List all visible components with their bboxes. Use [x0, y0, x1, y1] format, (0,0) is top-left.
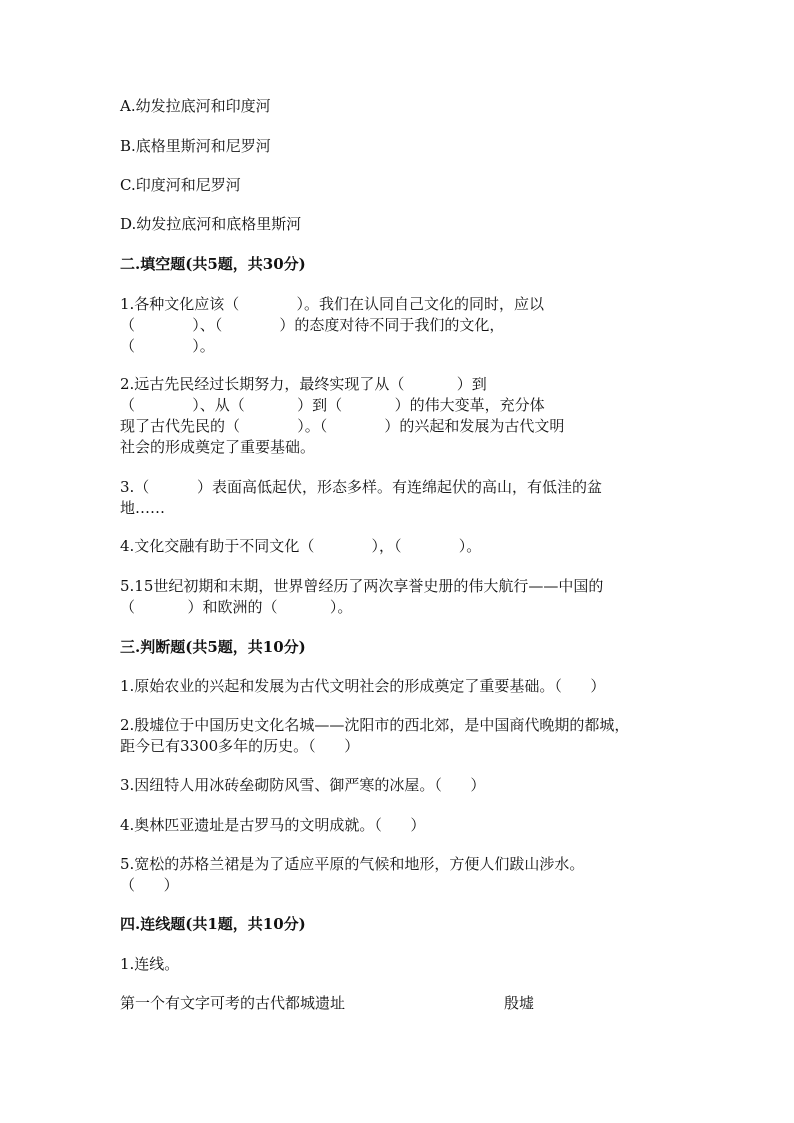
- option-b: B.底格里斯河和尼罗河: [120, 137, 271, 155]
- match-row: [120, 993, 680, 1013]
- fill-q2-line3: 现了古代先民的（ ）。（ ）的兴起和发展为古代文明: [120, 417, 565, 435]
- fill-q2-line4: 社会的形成奠定了重要基础。: [120, 438, 316, 456]
- fill-q3-line2: 地……: [120, 499, 166, 517]
- judge-q5-line2: （ ）: [120, 876, 179, 894]
- match-right-item: 殷墟: [504, 994, 535, 1012]
- section-title-fill-in: 二.填空题(共5题，共30分): [120, 255, 306, 273]
- fill-q2-line1: 2.远古先民经过长期努力，最终实现了从（ ）到: [120, 375, 487, 393]
- fill-q5-line2: （ ）和欧洲的（ ）。: [120, 598, 353, 616]
- fill-q5-line1: 5.15世纪初期和末期，世界曾经历了两次享誉史册的伟大航行——中国的: [120, 577, 604, 595]
- match-q1: 1.连线。: [120, 955, 180, 973]
- option-a: A.幼发拉底河和印度河: [120, 97, 271, 115]
- judge-q2-line2: 距今已有3300多年的历史。（ ）: [120, 737, 360, 755]
- fill-q1-line2: （ ）、（ ）的态度对待不同于我们的文化，: [120, 316, 505, 334]
- section-title-true-false: 三.判断题(共5题，共10分): [120, 638, 306, 656]
- judge-q5-line1: 5.宽松的苏格兰裙是为了适应平原的气候和地形，方便人们跋山涉水。: [120, 855, 585, 873]
- fill-q2-line2: （ ）、从（ ）到（ ）的伟大变革，充分体: [120, 396, 545, 414]
- section-title-matching: 四.连线题(共1题，共10分): [120, 915, 306, 933]
- judge-q1: 1.原始农业的兴起和发展为古代文明社会的形成奠定了重要基础。（ ）: [120, 677, 606, 695]
- fill-q3-line1: 3.（ ）表面高低起伏，形态多样。有连绵起伏的高山，有低洼的盆: [120, 478, 602, 496]
- fill-q1-line1: 1.各种文化应该（ ）。我们在认同自己文化的同时，应以: [120, 295, 545, 313]
- option-d: D.幼发拉底河和底格里斯河: [120, 215, 302, 233]
- judge-q4: 4.奥林匹亚遗址是古罗马的文明成就。（ ）: [120, 816, 426, 834]
- judge-q2-line1: 2.殷墟位于中国历史文化名城——沈阳市的西北郊，是中国商代晚期的都城，: [120, 716, 630, 734]
- judge-q3: 3.因纽特人用冰砖垒砌防风雪、御严寒的冰屋。（ ）: [120, 776, 486, 794]
- fill-q4: 4.文化交融有助于不同文化（ ），（ ）。: [120, 537, 482, 555]
- fill-q1-line3: （ ）。: [120, 337, 215, 355]
- match-left-item: 第一个有文字可考的古代都城遗址: [120, 994, 346, 1012]
- option-c: C.印度河和尼罗河: [120, 176, 241, 194]
